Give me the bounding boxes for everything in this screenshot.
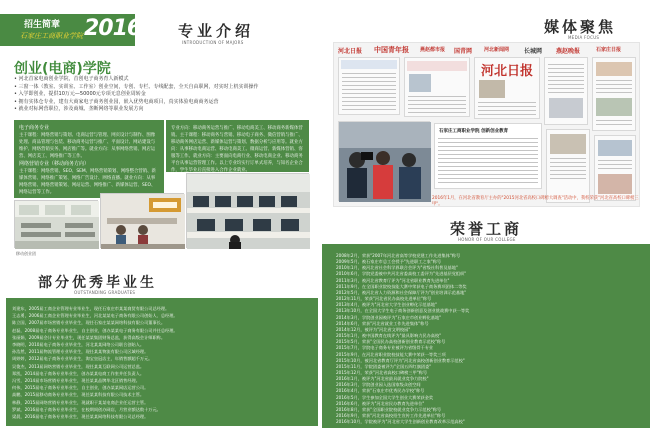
honor-row: 2016年8月，荣获"全国职业院校就业竞争力示范校"称号 [336, 406, 442, 412]
intro-line: • 河北首家电商创业学院，首创电子商务育人新模式 [14, 76, 129, 82]
newspaper-clipping [592, 57, 636, 131]
honor-row: 2016年1月，被评为"河北省最具就业竞争力院校" [336, 376, 429, 382]
intro-line: • 入学即创业，提供10万元—50000元专项无息创业周转金 [14, 91, 146, 97]
honor-row: 2010年6月，学院党委被中共河北省委高校工委评为"先进基层党组织" [336, 271, 467, 277]
badge-year: 2016 [84, 16, 142, 41]
honor-row: 2015年9月，在河北省职业院校技能大赛中荣获一等奖三项 [336, 351, 446, 357]
newspaper-clipping [546, 129, 590, 203]
graduate-row: 罗斌，2016届电子商务专业毕业生，在校期间创办网店，月营业额达数十万元。 [12, 406, 161, 412]
honor-row: 2016年10月，学院被评为"河北省大学生创新创业教育改革示范高校" [336, 419, 465, 425]
studio-photo [100, 193, 184, 248]
admission-badge [0, 14, 142, 46]
graduate-row: 王志勇，2006届工商企业管理专业毕业生，河北某某电子商务有限公司创始人、总经理。 [12, 313, 178, 319]
newspaper-clipping [594, 135, 636, 201]
honor-row: 2011年9月，在全国职业院校技能大赛中荣获电子商务赛项团体二等奖 [336, 283, 467, 289]
honor-row: 2015年7月，学院电子商务专业被评为省级骨干专业 [336, 345, 434, 351]
major-box-heading-2: 网络营销专业（移动商务方向） [19, 161, 90, 167]
intro-line: • 就业对标网营职位，涉及商城、垄断网络等职业发展方向 [14, 106, 144, 112]
honor-row: 2014年6月，荣获"河北省就业工作先进集体"称号 [336, 320, 429, 326]
masthead: 燕赵晚报 [556, 48, 581, 55]
honor-row: 2013年10月，在全国大学生电子商务创新创意及创业挑战赛中获一等奖 [336, 308, 470, 314]
media-caption: 2016年1月，在河北省教育厅主办的"2015河北省高校口碑榜大调查"活动中，我校荣获"河北省高校口碑榜三甲"。 [432, 196, 639, 207]
honors-title: 荣誉工商 [450, 220, 523, 238]
article-title: 石家庄工商职业学院 创新创业教育 [439, 129, 509, 134]
graduate-row: 周婷婷，2012届电子商务专业毕业生，淘宝皇冠店主，年销售额超千万元。 [12, 356, 153, 362]
graduate-row: 吴俊杰，2013届网络营销专业毕业生，现任某某互联网公司运营总监。 [12, 363, 145, 369]
honor-row: 2012年5月，被河北省人力资源和社会保障厅评为"创业培训示范基地" [336, 289, 467, 295]
honor-row: 2015年5月，荣获"全国民办高校创新创业教育示范校"称号 [336, 339, 446, 345]
honor-row: 2009年5月，被石家庄市总工会授予"先进职工之家"称号 [336, 259, 442, 265]
big-masthead: 河北日报 [481, 64, 534, 79]
honors-subtitle: HONOR OF OUR COLLEGE [458, 237, 516, 242]
media-clippings [333, 42, 640, 207]
graduate-row: 孙浩然，2011届物流管理专业毕业生，现任某某物流有限公司区域经理。 [12, 349, 149, 355]
graduate-row: 高鹏，2015届移动商务专业毕业生，现任某某科技有限公司技术主管。 [12, 392, 145, 398]
honor-row: 2014年12月，被评为"河北省文明校园" [336, 326, 411, 332]
computer-lab-photo [186, 173, 309, 248]
major-box-text-3: 专业方向：移动商务运营与推广、移动电商美工、移动商务新媒体营销。主干课程：移动商务与营销、移动电子商务、微信营销与推广、移动商务网店运营、新媒体运营与策划、数据分析与应用等。就业方向：从事移动电商运营、移动电商美工、微商运营、新媒体营销、客服等工作。就业方向：主要面向电商行业、移动电商企业、移动商务平台从事运营管理工作。以上专业均实行订单式培养，与知名企业合作，学生毕业后直接进入合作企业就业。 [171, 126, 303, 173]
graduate-row: 李晓明，2010届电子商务专业毕业生，河北某某网络公司联合创始人。 [12, 342, 145, 348]
media-title: 媒体聚焦 [544, 18, 617, 36]
masthead: 国青网 [454, 48, 473, 55]
graduates-title: 部分优秀毕业生 [38, 275, 157, 291]
honor-row: 2016年5月，学生参加全国大学生创业大赛荣获金奖 [336, 394, 434, 400]
masthead: 长城网 [524, 48, 543, 55]
honor-row: 2015年11月，学院团委被评为"全国五四红旗团委" [336, 363, 432, 369]
newspaper-clipping [474, 57, 540, 119]
college-intro [14, 76, 310, 114]
graduate-row: 梁晨，2016届电子商务专业毕业生，现任某某网络科技有限公司总经理。 [12, 414, 149, 420]
graduate-row: 郑凯，2014届电子商务专业毕业生，创办某某电商工作室并任负责人。 [12, 370, 145, 376]
graduate-row: 刘建东，2005届工商企业管理专业毕业生，现任石家庄市某某商贸有限公司总经理。 [12, 306, 170, 311]
major-box-ecommerce [14, 120, 164, 198]
honor-row: 2014年3月，学院创业园被评为"石家庄市创业孵化基地" [336, 314, 442, 320]
intro-line: • 三窗一体（教室、实训室、工作室）创业空间，专创、专栏、专线配套，全天自由职网，对实时上机实训操作 [14, 83, 259, 90]
masthead: 河北日报 [338, 48, 363, 55]
honor-row: 2008年2月，荣获"2007年河北省高等学校党建工作先进集体"称号 [336, 253, 461, 258]
newspaper-clipping [338, 57, 400, 115]
press-event-photo [338, 121, 430, 201]
newspaper-clipping [404, 57, 470, 117]
honor-row: 2012年11月，荣获"河北省民办高校先进单位"称号 [336, 296, 432, 302]
major-box-text-2: 主干课程：网络营销、SEO、SEM、网络营销策划、网络整合营销、新媒体营销、网络推广策划、网络广告设计、网络直播。就业方向：从事网络营销、网络营销策划、网站运营、网络推广、新媒体运营、SEO、网络运营等工作。 [19, 169, 156, 195]
masthead: 燕赵都市报 [420, 47, 446, 53]
photo-caption: 移动创业团 [16, 251, 36, 256]
honor-row: 2013年4月，被评为"河北省大学生创业孵化示范基地" [336, 302, 437, 308]
honor-row: 2010年1月，被河北省社会科学界联合会评为"省级社科普及基地" [336, 265, 458, 271]
honor-row: 2015年12月，荣获"河北省高校口碑榜三甲"称号 [336, 369, 428, 375]
intro-line: • 拥有实体仓专业，建有大商家电子商务创业园，嵌入优势电商项目，真实体验电商商务运营 [14, 98, 219, 105]
left-page [0, 0, 320, 428]
honor-row: 2016年4月，荣获"石家庄市优秀民办学校"称号 [336, 388, 425, 394]
badge-line1: 招生简章 [24, 20, 61, 30]
right-page [322, 0, 650, 428]
major-title: 专业介绍 [178, 22, 255, 40]
major-box-mobile [166, 120, 309, 172]
honor-row: 2015年10月，被河北省教育厅评为"河北省高校创新创业教育示范校" [336, 357, 465, 363]
graduate-row: 赵磊，2008届电子商务专业毕业生，自主创业，创办某某电子商务有限公司并任总经理。 [12, 327, 178, 333]
honor-row: 2016年6月，被评为"河北省民办教育先进单位" [336, 400, 425, 406]
graduate-row: 冯雪，2014届市场营销专业毕业生，现任某某品牌华北区销售经理。 [12, 378, 140, 384]
classroom-photo [14, 200, 98, 248]
honor-row: 2011年3月，被河北省教育厅评为"河北省职业教育先进单位" [336, 277, 450, 283]
masthead: 河北新闻网 [484, 47, 510, 53]
graduate-row: 何伟，2015届电子商务专业毕业生，自主创业，创办某某网店运营公司。 [12, 385, 149, 391]
graduate-row: 林静，2015届网络营销专业毕业生，现就职于某某电商企业任运营主管。 [12, 399, 149, 405]
graduate-row: 张丽娟，2009届会计专业毕业生，现任某某集团财务总监，获得高级会计师职称。 [12, 334, 166, 340]
graduate-row: 陈立国，2007届市场营销专业毕业生，现任石家庄某某网络科技有限公司董事长。 [12, 320, 166, 326]
web-article [434, 123, 542, 189]
college-name: 创业(电商)学院 [14, 61, 111, 77]
honor-row: 2016年9月，荣获"河北省高校招生宣传工作先进单位"称号 [336, 413, 446, 419]
honors-list [322, 244, 650, 428]
newspaper-clipping [544, 57, 588, 125]
graduates-list [6, 298, 318, 426]
masthead: 中国青年报 [374, 45, 409, 54]
badge-school-name: 石家庄工商职业学院 [20, 32, 83, 40]
honor-row: 2015年1月，被中国教育在线评为"最具影响力民办高校" [336, 333, 442, 339]
major-box-heading: 电子商务专业 [19, 125, 50, 131]
masthead: 石家庄日报 [596, 47, 622, 53]
major-box-text: 主干课程：网络营销与策划、电商运营与管理、网页设计与制作、图像处理、商品管理与包装、移动商务运营与推广、平面设计、网站建设与维护、网络营销实务、网店推广等。就业方向：从事网络营销、网店运营、网店美工、网络推广等工作。 [19, 133, 156, 159]
honor-row: 2016年3月，学院创业园入选国家级众创空间 [336, 382, 421, 388]
major-subtitle: INTRODUCTION OF MAJORS [182, 40, 244, 45]
media-subtitle: MEDIA FOCUS [568, 35, 600, 40]
graduates-subtitle: OUTSTANDING GRADUATES [74, 290, 136, 295]
